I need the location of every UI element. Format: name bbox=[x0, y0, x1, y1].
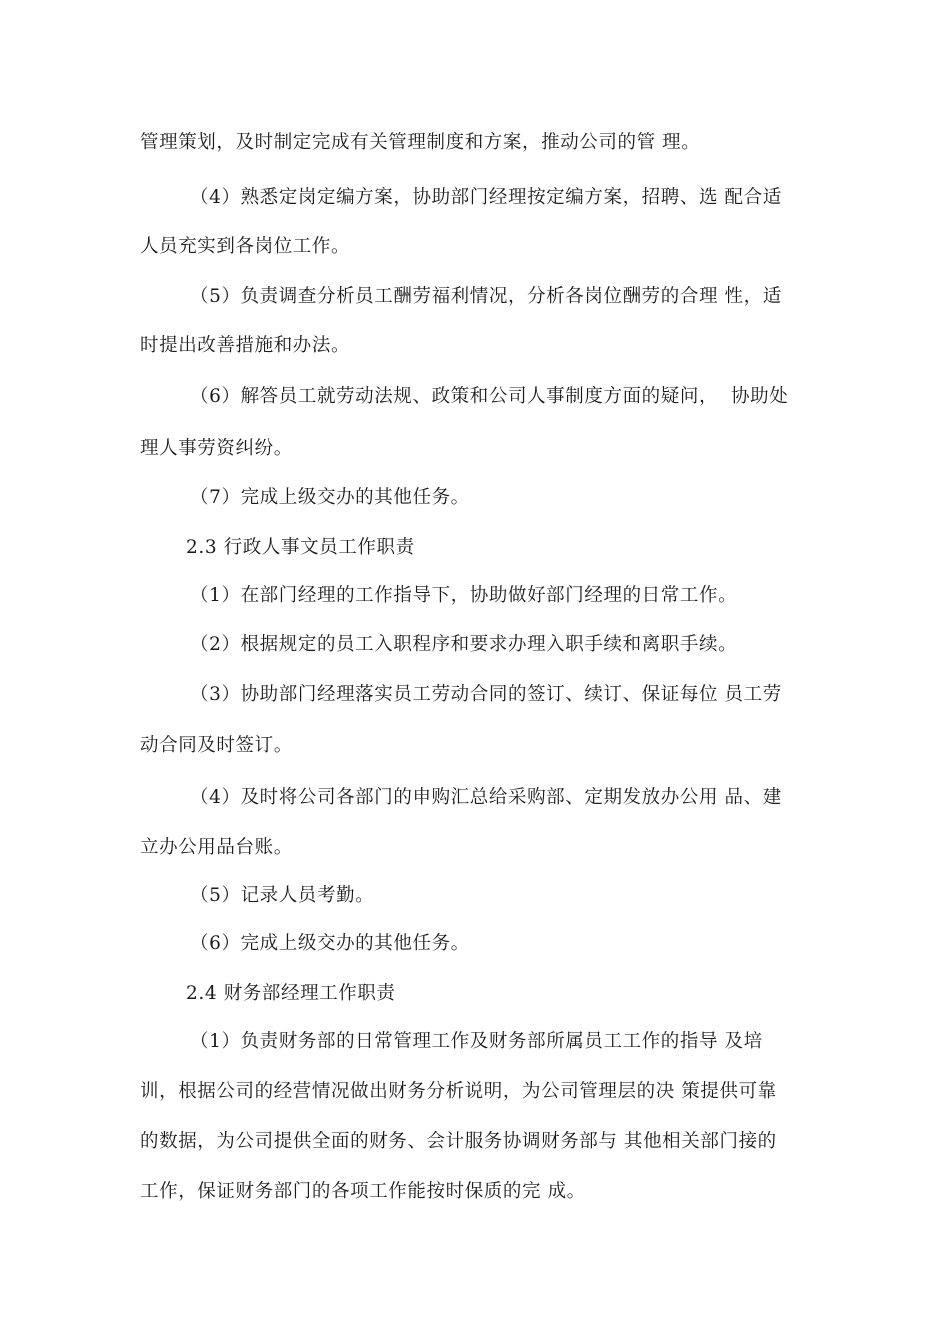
paragraph-line: （3）协助部门经理落实员工劳动合同的签订、续订、保证每位 员工劳 bbox=[190, 684, 782, 705]
paragraph-line: （2）根据规定的员工入职程序和要求办理入职手续和离职手续。 bbox=[190, 634, 738, 655]
paragraph-line: 动合同及时签订。 bbox=[140, 735, 293, 756]
section-heading: 2.3 行政人事文员工作职责 bbox=[186, 537, 415, 558]
paragraph-line: 立办公用品台账。 bbox=[140, 837, 293, 858]
paragraph-line: 管理策划，及时制定完成有关管理制度和方案，推动公司的管 理。 bbox=[140, 132, 701, 153]
paragraph-line: （6）解答员工就劳动法规、政策和公司人事制度方面的疑问， 协助处 bbox=[190, 386, 789, 407]
paragraph-line: 理人事劳资纠纷。 bbox=[140, 438, 293, 459]
paragraph-line: （5）负责调查分析员工酬劳福利情况，分析各岗位酬劳的合理 性，适 bbox=[190, 286, 782, 307]
paragraph-line: 人员充实到各岗位工作。 bbox=[140, 236, 351, 257]
paragraph-line: （4）熟悉定岗定编方案，协助部门经理按定编方案，招聘、选 配合适 bbox=[190, 187, 782, 208]
paragraph-line: 时提出改善措施和办法。 bbox=[140, 335, 351, 356]
paragraph-line: （1）在部门经理的工作指导下，协助做好部门经理的日常工作。 bbox=[190, 585, 738, 606]
paragraph-line: 训，根据公司的经营情况做出财务分析说明，为公司管理层的决 策提供可靠 bbox=[140, 1081, 777, 1102]
paragraph-line: 工作，保证财务部门的各项工作能按时保质的完 成。 bbox=[140, 1181, 586, 1202]
paragraph-line: （4）及时将公司各部门的申购汇总给采购部、定期发放办公用 品、建 bbox=[190, 787, 782, 808]
paragraph-line: （7）完成上级交办的其他任务。 bbox=[190, 487, 470, 508]
paragraph-line: （5）记录人员考勤。 bbox=[190, 885, 375, 906]
paragraph-line: （6）完成上级交办的其他任务。 bbox=[190, 933, 470, 954]
section-heading: 2.4 财务部经理工作职责 bbox=[186, 983, 396, 1004]
paragraph-line: 的数据，为公司提供全面的财务、会计服务协调财务部与 其他相关部门接的 bbox=[140, 1131, 777, 1152]
paragraph-line: （1）负责财务部的日常管理工作及财务部所属员工工作的指导 及培 bbox=[190, 1031, 763, 1052]
